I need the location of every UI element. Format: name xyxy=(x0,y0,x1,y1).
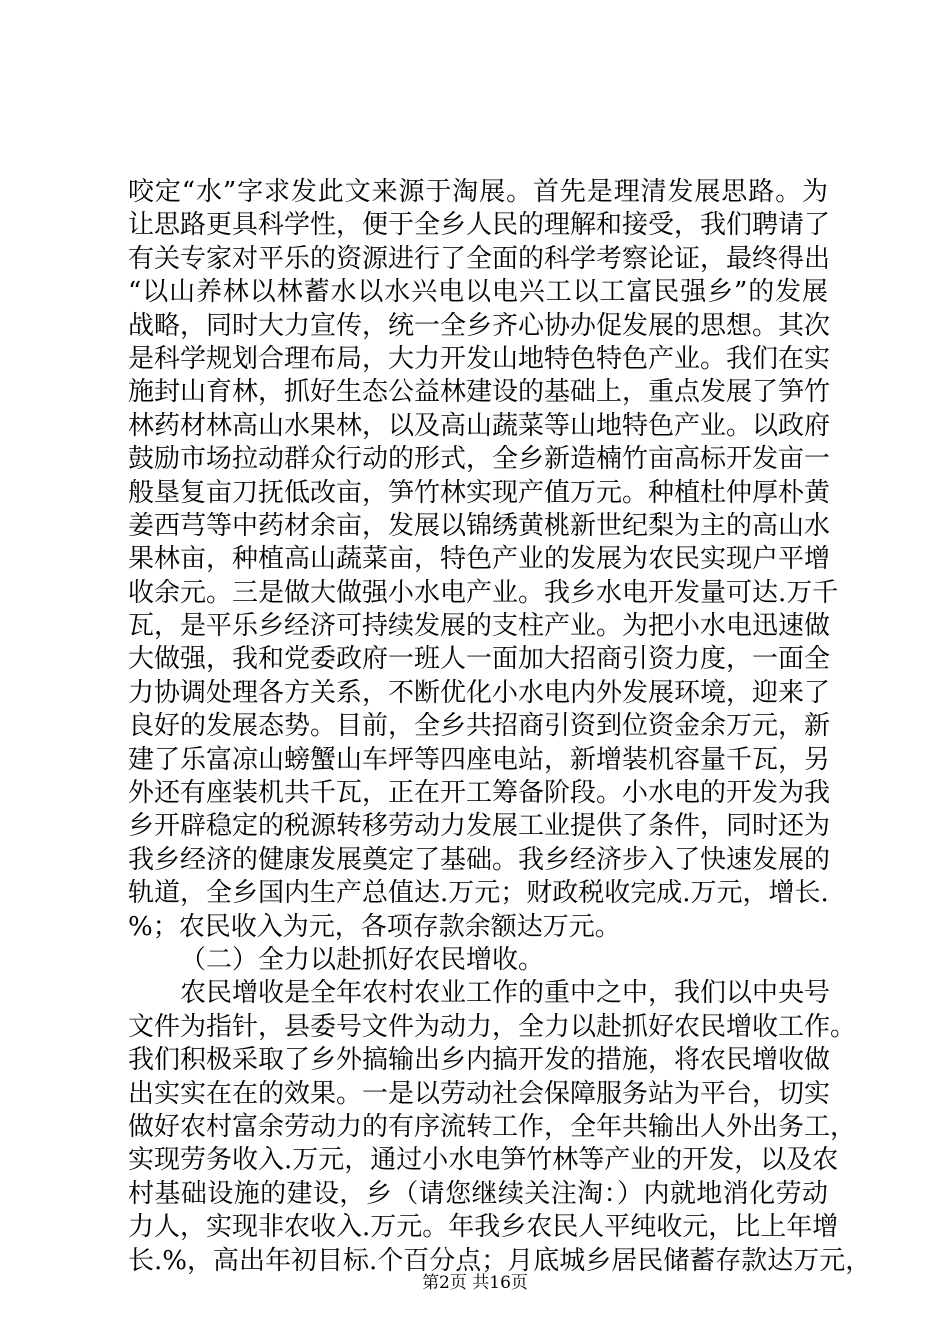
text-line: 收余元。三是做大做强小水电产业。我乡水电开发量可达.万千 xyxy=(128,577,839,608)
page-number-footer: 第2页 共16页 xyxy=(422,1273,528,1293)
text-line: 我们积极采取了乡外搞输出乡内搞开发的措施，将农民增收做 xyxy=(128,1045,831,1076)
body-text xyxy=(128,176,872,1278)
text-line: 是科学规划合理布局，大力开发山地特色特色产业。我们在实 xyxy=(128,343,831,374)
text-line: 良好的发展态势。目前，全乡共招商引资到位资金余万元，新 xyxy=(128,711,831,742)
text-line: 外还有座装机共千瓦，正在开工筹备阶段。小水电的开发为我 xyxy=(128,778,831,809)
text-line: 施封山育林，抓好生态公益林建设的基础上，重点发展了笋竹 xyxy=(128,377,831,408)
text-line: %；农民收入为元，各项存款余额达万元。 xyxy=(128,911,621,942)
text-line: 咬定“水”字求发此文来源于淘展。首先是理清发展思路。为 xyxy=(128,177,828,207)
text-line: 姜西芎等中药材余亩，发展以锦绣黄桃新世纪梨为主的高山水 xyxy=(128,510,831,541)
section-heading: （二）全力以赴抓好农民增收。 xyxy=(180,944,545,975)
text-line: 有关专家对平乐的资源进行了全面的科学考察论证，最终得出 xyxy=(128,243,831,274)
text-line: 果林亩，种植高山蔬菜亩，特色产业的发展为农民实现户平增 xyxy=(128,544,831,575)
text-line: 出实实在在的效果。一是以劳动社会保障服务站为平台，切实 xyxy=(128,1078,831,1109)
text-line: 长.%，高出年初目标.个百分点；月底城乡居民储蓄存款达万元， xyxy=(128,1245,872,1276)
text-line: 轨道，全乡国内生产总值达.万元；财政税收完成.万元，增长. xyxy=(128,878,829,909)
text-line: 村基础设施的建设，乡（请您继续关注淘：）内就地消化劳动 xyxy=(128,1178,828,1209)
text-line: 我乡经济的健康发展奠定了基础。我乡经济步入了快速发展的 xyxy=(128,844,831,875)
text-line: 般垦复亩刀抚低改亩，笋竹林实现产值万元。种植杜仲厚朴黄 xyxy=(128,477,831,508)
text-line: “以山养林以林蓄水以水兴电以电兴工以工富民强乡”的发展 xyxy=(128,277,828,308)
text-line: 做好农村富余劳动力的有序流转工作，全年共输出人外出务工， xyxy=(128,1111,857,1142)
text-line: 让思路更具科学性，便于全乡人民的理解和接受，我们聘请了 xyxy=(128,210,831,241)
text-line: 农民增收是全年农村农业工作的重中之中，我们以中央号 xyxy=(180,978,831,1009)
text-line: 力人，实现非农收入.万元。年我乡农民人平纯收元，比上年增 xyxy=(128,1212,839,1243)
text-line: 大做强，我和党委政府一班人一面加大招商引资力度，一面全 xyxy=(128,644,831,675)
text-line: 战略，同时大力宣传，统一全乡齐心协办促发展的思想。其次 xyxy=(128,310,831,341)
text-line: 实现劳务收入.万元，通过小水电笋竹林等产业的开发，以及农 xyxy=(128,1145,839,1176)
text-line: 建了乐富凉山螃蟹山车坪等四座电站，新增装机容量千瓦，另 xyxy=(128,744,831,775)
text-line: 乡开辟稳定的税源转移劳动力发展工业提供了条件，同时还为 xyxy=(128,811,831,842)
text-line: 鼓励市场拉动群众行动的形式，全乡新造楠竹亩高标开发亩一 xyxy=(128,444,831,475)
text-line: 力协调处理各方关系，不断优化小水电内外发展环境，迎来了 xyxy=(128,677,831,708)
text-line: 文件为指针，县委号文件为动力，全力以赴抓好农民增收工作。 xyxy=(128,1011,857,1042)
text-line: 林药材林高山水果林，以及高山蔬菜等山地特色产业。以政府 xyxy=(128,410,831,441)
text-line: 瓦，是平乐乡经济可持续发展的支柱产业。为把小水电迅速做 xyxy=(128,611,831,642)
